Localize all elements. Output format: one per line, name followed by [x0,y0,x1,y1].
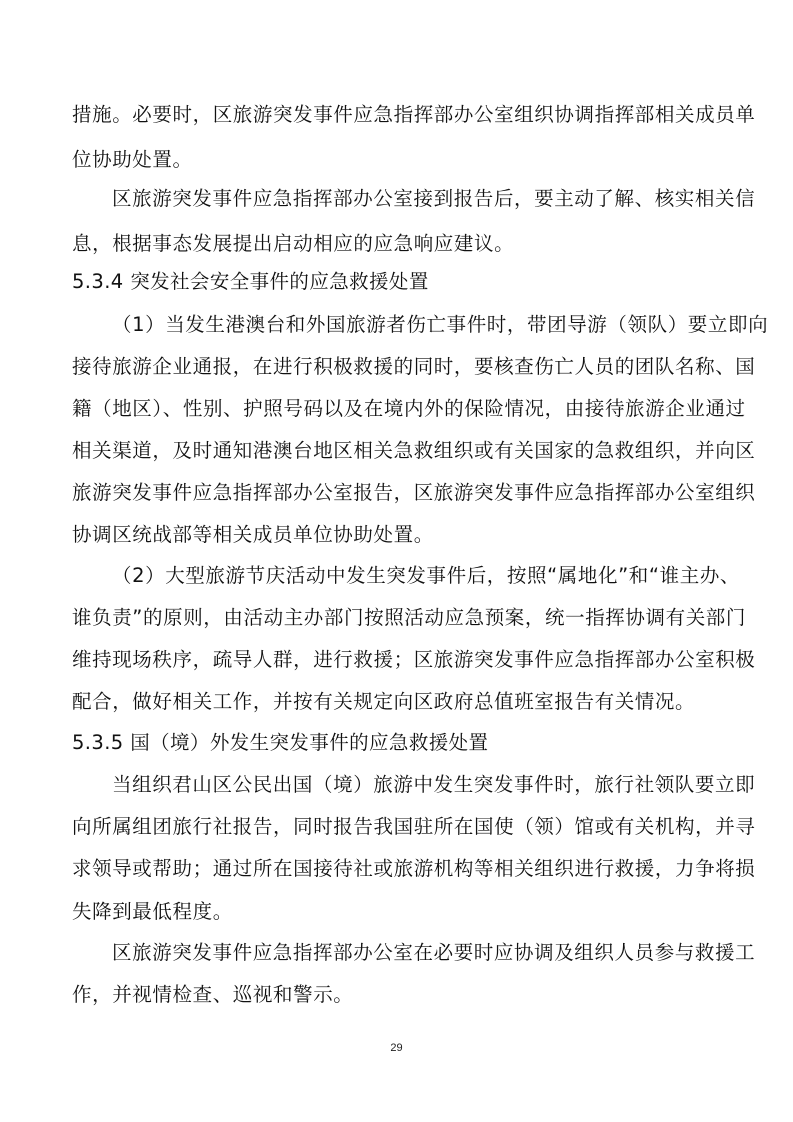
paragraph-line: 措施。必要时，区旅游突发事件应急指挥部办公室组织协调指挥部相关成员单 [72,103,756,126]
paragraph-line: 作，并视情检查、巡视和警示。 [72,983,354,1006]
paragraph-line: （1）当发生港澳台和外国旅游者伤亡事件时，带团导游（领队）要立即向 [112,313,769,336]
paragraph-line: 向所属组团旅行社报告，同时报告我国驻所在国使（领）馆或有关机构，并寻 [72,815,756,838]
paragraph-line: 相关渠道，及时通知港澳台地区相关急救组织或有关国家的急救组织，并向区 [72,439,756,462]
paragraph-line: 维持现场秩序，疏导人群，进行救援；区旅游突发事件应急指挥部办公室积极 [72,648,756,671]
paragraph-line: 位协助处置。 [72,148,193,171]
paragraph-line: 谁负责”的原则，由活动主办部门按照活动应急预案，统一指挥协调有关部门 [72,606,747,629]
paragraph-line: 求领导或帮助；通过所在国接待社或旅游机构等相关组织进行救援，力争将损 [72,857,756,880]
paragraph-line: 息，根据事态发展提出启动相应的应急响应建议。 [72,232,515,255]
paragraph-line: 失降到最低程度。 [72,900,233,923]
paragraph-line: 籍（地区）、性别、护照号码以及在境内外的保险情况，由接待旅游企业通过 [72,397,746,420]
section-heading: 5.3.5 国（境）外发生突发事件的应急救援处置 [72,731,489,754]
section-heading: 5.3.4 突发社会安全事件的应急救援处置 [72,270,429,293]
page-number: 29 [390,1042,403,1054]
paragraph-line: 配合，做好相关工作，并按有关规定向区政府总值班室报告有关情况。 [72,690,696,713]
paragraph-line: 协调区统战部等相关成员单位协助处置。 [72,523,434,546]
paragraph-line: （2）大型旅游节庆活动中发生突发事件后，按照“属地化”和“谁主办、 [112,564,741,587]
paragraph-line: 区旅游突发事件应急指挥部办公室接到报告后，要主动了解、核实相关信 [112,187,756,210]
paragraph-line: 旅游突发事件应急指挥部办公室报告，区旅游突发事件应急指挥部办公室组织 [72,481,756,504]
paragraph-line: 区旅游突发事件应急指挥部办公室在必要时应协调及组织人员参与救援工 [112,941,756,964]
paragraph-line: 接待旅游企业通报，在进行积极救援的同时，要核查伤亡人员的团队名称、国 [72,355,756,378]
paragraph-line: 当组织君山区公民出国（境）旅游中发生突发事件时，旅行社领队要立即 [112,773,756,796]
